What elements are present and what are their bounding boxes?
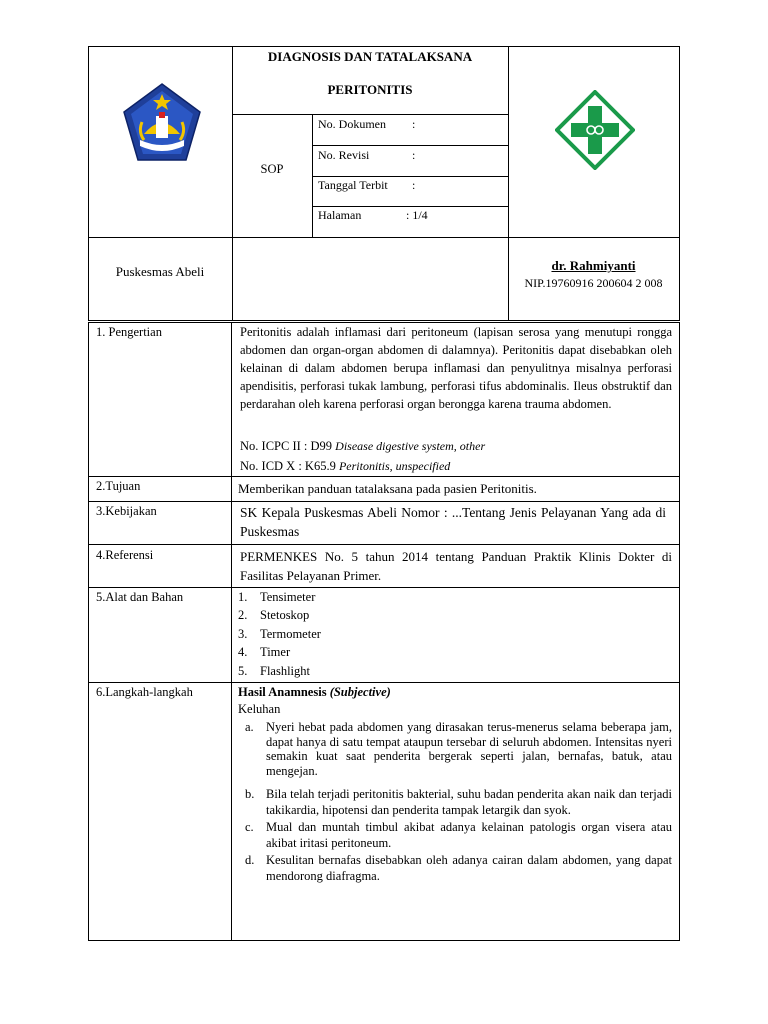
tujuan-text: Memberikan panduan tatalaksana pada pasien Peritonitis. <box>238 481 537 496</box>
tujuan-label: 2.Tujuan <box>96 479 141 493</box>
document-title-line2: PERITONITIS <box>327 82 413 97</box>
alat-item-text: Stetoskop <box>260 608 310 622</box>
page-label: Halaman <box>318 208 362 222</box>
doc-number-label: No. Dokumen <box>318 117 386 131</box>
doc-number-value: : <box>412 117 416 131</box>
alat-item-text: Tensimeter <box>260 590 316 604</box>
signer-name: dr. Rahmiyanti <box>551 258 636 273</box>
langkah-label: 6.Langkah-langkah <box>96 685 193 699</box>
pengertian-paragraph: Peritonitis adalah inflamasi dari peritoneum (lapisan serosa yang menutupi rongga abdomen dan organ-organ abdomen di dalamnya). Peritonitis dapat disebabkan oleh kelainan di dalam abdomen berupa inflamasi dan penyulitnya misalnya perforasi apendisitis, perforasi tukak lambung, perforasi tifus abdominalis. Ileus obstruktif dan perdarahan oleh karena perforasi organ berongga karena trauma abdomen. <box>240 325 672 411</box>
alat-item-text: Timer <box>260 645 291 659</box>
keluhan-subheading: Keluhan <box>238 702 281 716</box>
issue-date-value: : <box>412 178 416 192</box>
icd-description: Peritonitis, unspecified <box>338 459 451 473</box>
icd-line <box>240 458 450 474</box>
alat-item-number: 5. <box>238 664 248 678</box>
alat-item-number: 3. <box>238 627 248 641</box>
icd-code: No. ICD X : K65.9 <box>240 459 339 473</box>
keluhan-item-marker: b. <box>245 787 255 801</box>
alat-item-text: Flashlight <box>260 664 311 678</box>
alat-item-text: Termometer <box>260 627 321 641</box>
pengertian-label: 1. Pengertian <box>96 325 162 339</box>
alat-item-number: 1. <box>238 590 248 604</box>
alat-item-number: 4. <box>238 645 248 659</box>
document-title-line1: DIAGNOSIS DAN TATALAKSANA <box>267 49 473 64</box>
referensi-text: PERMENKES No. 5 tahun 2014 tentang Panduan Praktik Klinis Dokter di Fasilitas Pelayanan Primer. <box>240 549 672 583</box>
keluhan-item-text: Bila telah terjadi peritonitis bakterial, suhu badan penderita akan naik dan terjadi takikardia, hipotensi dan penderita tampak letargik dan syok. <box>266 787 672 817</box>
keluhan-item-marker: c. <box>245 820 254 834</box>
revision-label: No. Revisi <box>318 148 370 162</box>
anamnesis-heading-text: Hasil Anamnesis <box>238 685 330 699</box>
page-value: : 1/4 <box>406 208 428 222</box>
kebijakan-text: SK Kepala Puskesmas Abeli Nomor : ...Tentang Jenis Pelayanan Yang ada di Puskesmas <box>240 505 666 539</box>
referensi-label: 4.Referensi <box>96 548 154 562</box>
puskesmas-cross-icon <box>555 90 635 170</box>
alat-item-number: 2. <box>238 608 248 622</box>
sop-label: SOP <box>260 162 284 176</box>
keluhan-item-text: Kesulitan bernafas disebabkan oleh adanya cairan dalam abdomen, yang dapat mendorong diafragma. <box>266 853 672 883</box>
regional-emblem-icon <box>122 82 202 164</box>
keluhan-item-text: Mual dan muntah timbul akibat adanya kelainan patologis organ visera atau akibat iritasi peritoneum. <box>266 820 672 850</box>
anamnesis-heading <box>238 684 391 700</box>
kebijakan-label: 3.Kebijakan <box>96 504 157 518</box>
icpc-line <box>240 438 485 454</box>
keluhan-item-marker: a. <box>245 720 254 734</box>
anamnesis-heading-subjective: (Subjective) <box>329 685 391 699</box>
institution-name: Puskesmas Abeli <box>115 264 205 279</box>
keluhan-item-marker: d. <box>245 853 255 867</box>
revision-value: : <box>412 148 416 162</box>
alat-label: 5.Alat dan Bahan <box>96 590 184 604</box>
signer-nip: NIP.19760916 200604 2 008 <box>524 276 663 290</box>
icpc-code: No. ICPC II : D99 <box>240 439 336 453</box>
icpc-description: Disease digestive system, other <box>335 439 486 453</box>
issue-date-label: Tanggal Terbit <box>318 178 388 192</box>
keluhan-item-text: Nyeri hebat pada abdomen yang dirasakan terus-menerus selama beberapa jam, dapat hanya di satu tempat ataupun tersebar di seluruh abdomen. Intensitas nyeri semakin kuat saat penderita bergerak seperti jalan, bernafas, batuk, atau mengejan. <box>266 720 672 778</box>
